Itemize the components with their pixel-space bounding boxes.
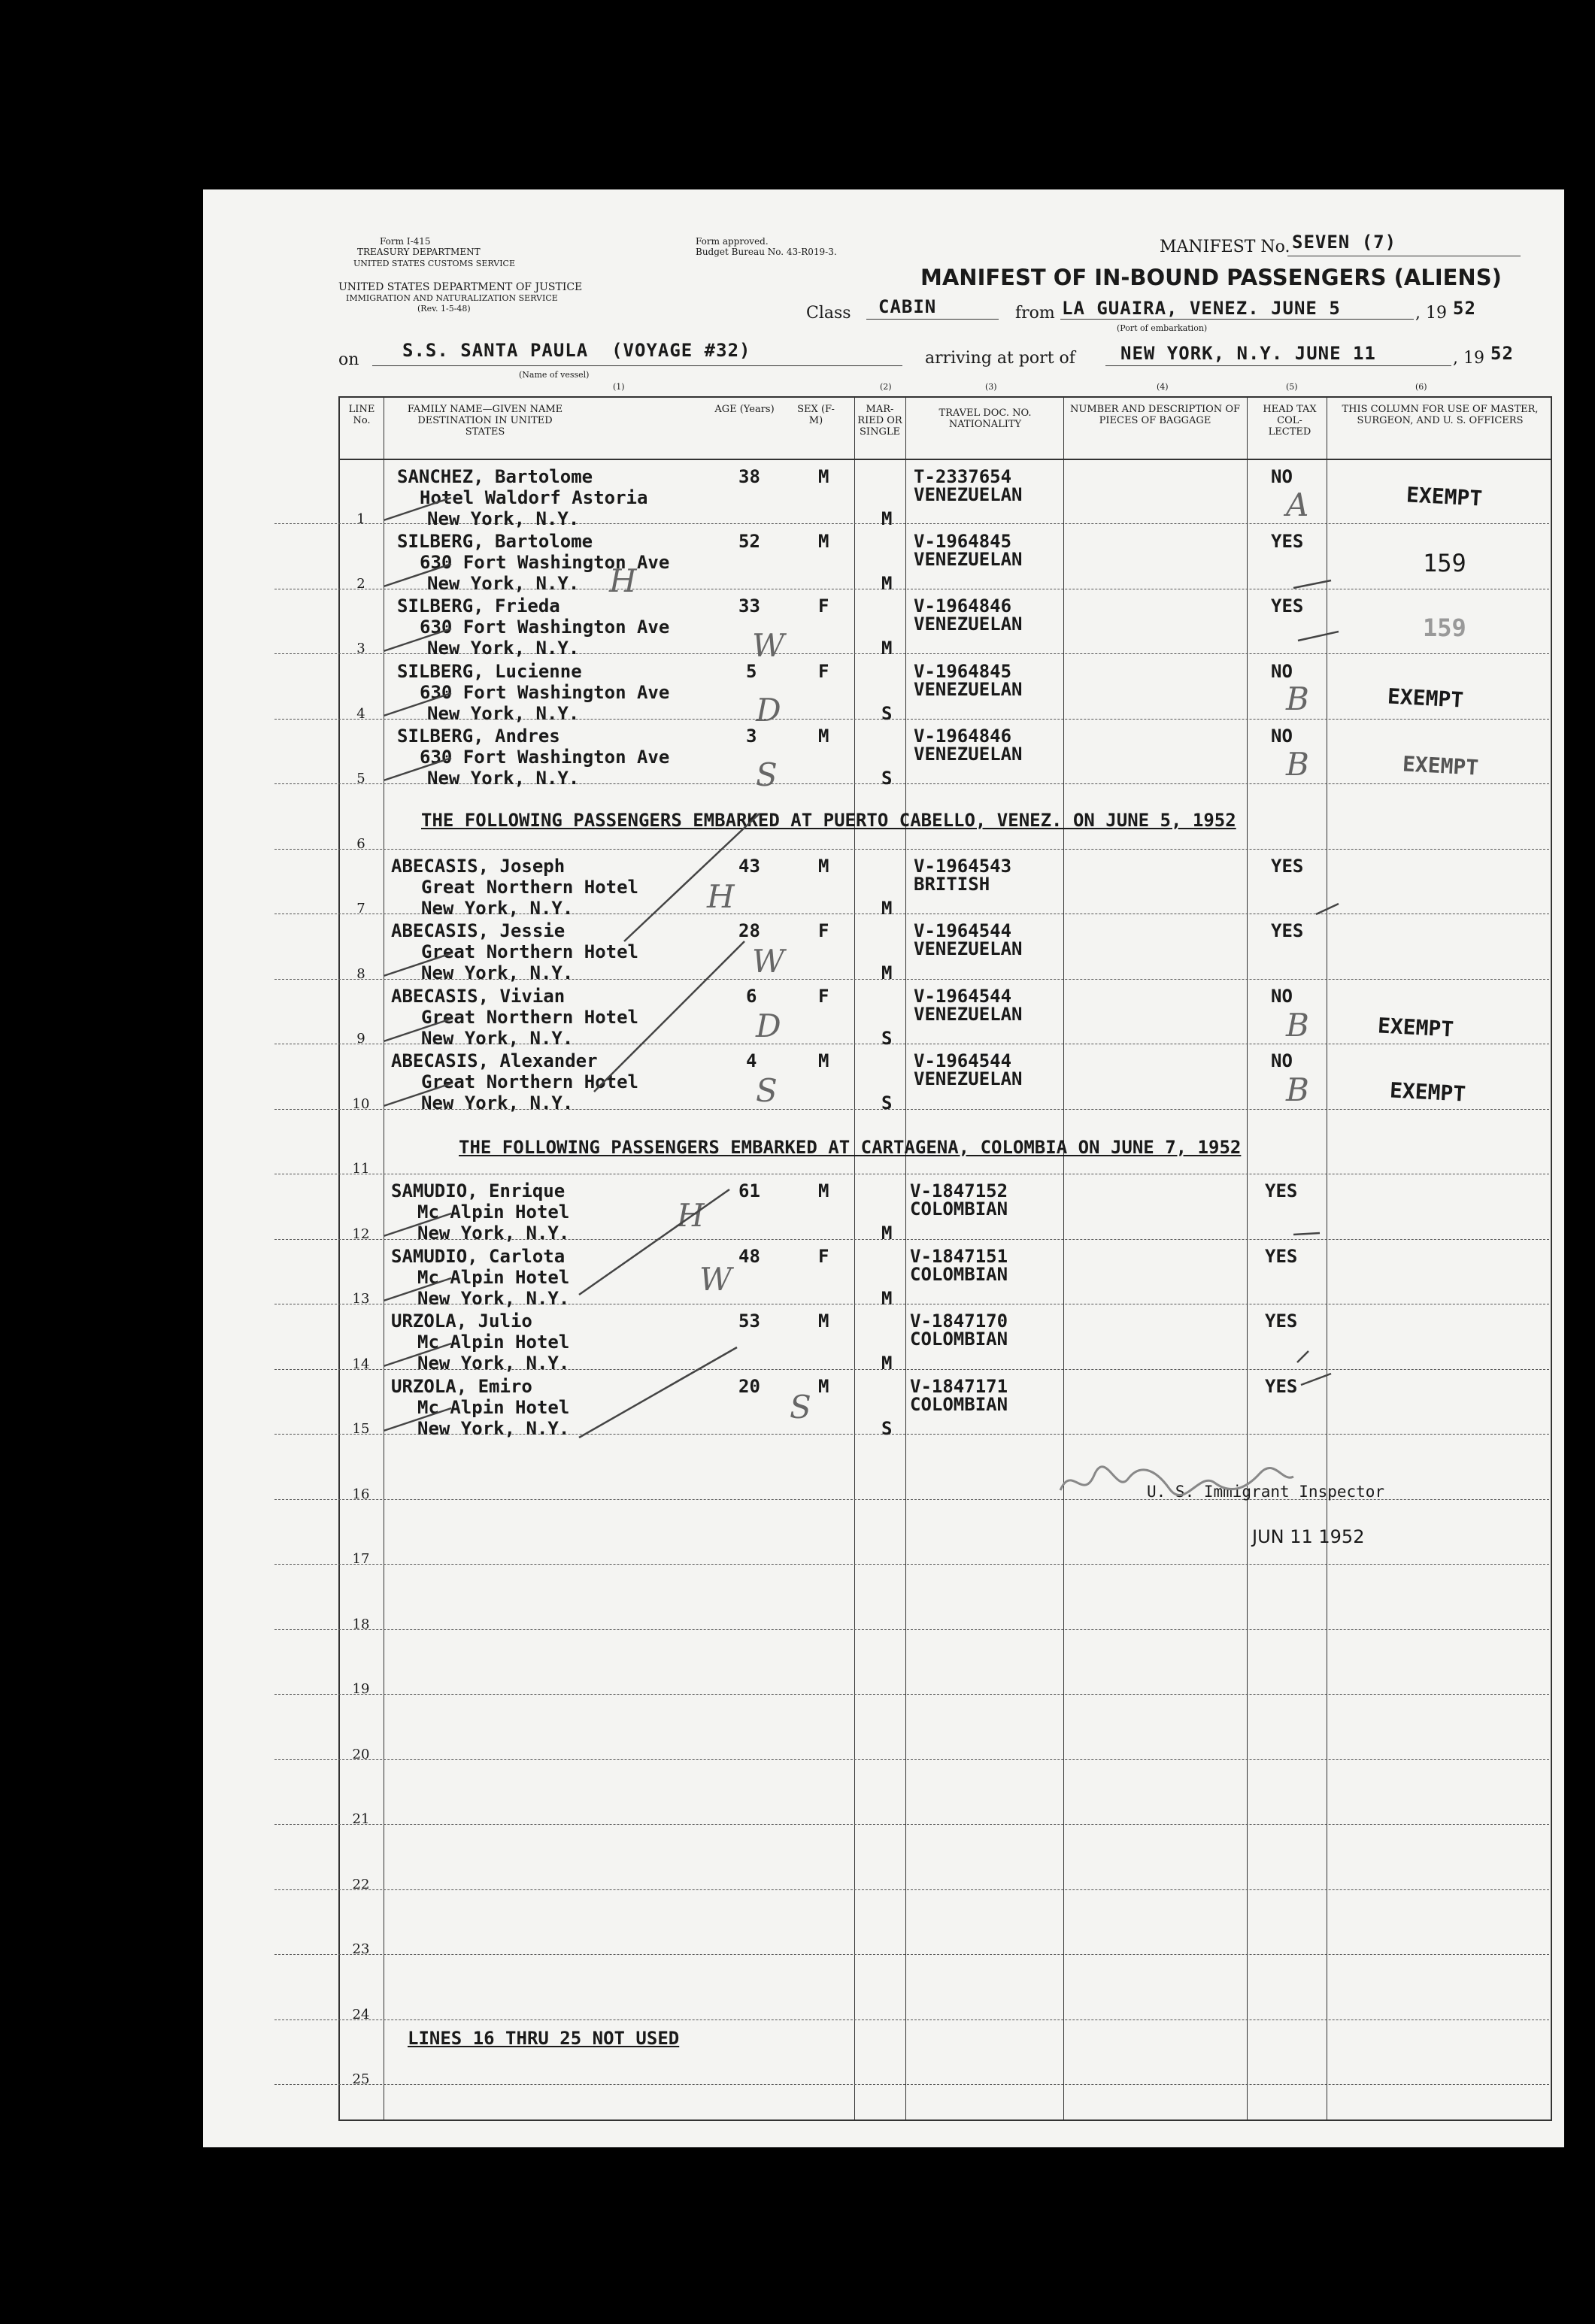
- manifest-label: MANIFEST No.: [1160, 238, 1290, 256]
- passenger-city: New York, N.Y.: [427, 703, 580, 724]
- passenger-nationality: COLOMBIAN: [910, 1394, 1008, 1415]
- passenger-doc: V-1964544: [914, 986, 1012, 1007]
- arrival-port-date: NEW YORK, N.Y. JUNE 11: [1120, 343, 1376, 364]
- passenger-address: 630 Fort Washington Ave: [420, 617, 670, 638]
- passenger-doc: T-2337654: [914, 466, 1012, 487]
- passenger-nationality: COLOMBIAN: [910, 1198, 1008, 1220]
- officer-stamp: EXEMPT: [1402, 751, 1479, 780]
- passenger-city: New York, N.Y.: [417, 1223, 570, 1244]
- passenger-city: New York, N.Y.: [421, 898, 574, 919]
- line-number: 9: [356, 1031, 365, 1047]
- passenger-address: Great Northern Hotel: [421, 877, 638, 898]
- passenger-sex: M: [818, 856, 829, 877]
- inspector-title: U. S. Immigrant Inspector: [1147, 1483, 1385, 1501]
- passenger-city: New York, N.Y.: [421, 1028, 574, 1049]
- manifest-number: SEVEN (7): [1292, 232, 1397, 253]
- passenger-sex: F: [818, 1246, 829, 1267]
- passenger-sex: M: [818, 466, 829, 487]
- passenger-address: 630 Fort Washington Ave: [420, 747, 670, 768]
- line-number: 2: [356, 576, 365, 592]
- line-number: 25: [352, 2071, 370, 2087]
- passenger-name: SILBERG, Andres: [397, 726, 560, 747]
- line-number: 22: [352, 1877, 370, 1892]
- passenger-marital: S: [881, 1418, 893, 1439]
- passenger-city: New York, N.Y.: [427, 508, 580, 529]
- passenger-doc: V-1964544: [914, 1050, 1012, 1071]
- passenger-age: 38: [738, 466, 760, 487]
- head-tax: NO: [1271, 661, 1293, 682]
- passenger-name: SILBERG, Bartolome: [397, 531, 593, 552]
- line-number: 7: [356, 901, 365, 917]
- from-year: 52: [1453, 298, 1476, 319]
- ins-title: IMMIGRATION AND NATURALIZATION SERVICE: [346, 293, 558, 303]
- line-number: 21: [352, 1811, 370, 1827]
- head-tax: YES: [1271, 856, 1304, 877]
- col-num-3: (3): [985, 382, 997, 392]
- head-tax: YES: [1271, 595, 1304, 617]
- passenger-address: Mc Alpin Hotel: [417, 1397, 570, 1418]
- line-number: 19: [352, 1681, 370, 1697]
- arriving-label: arriving at port of: [925, 349, 1075, 368]
- passenger-age: 5: [746, 661, 757, 682]
- handwritten-mark: S: [756, 756, 778, 793]
- passenger-marital: S: [881, 1028, 893, 1049]
- head-tax: NO: [1271, 466, 1293, 487]
- passenger-sex: F: [818, 986, 829, 1007]
- passenger-doc: V-1847152: [910, 1180, 1008, 1201]
- passenger-marital: S: [881, 768, 893, 789]
- officer-number: 159: [1423, 549, 1466, 577]
- handwritten-mark: D: [756, 692, 781, 729]
- line-number: 3: [356, 641, 365, 656]
- line-number: 1: [356, 511, 365, 527]
- passenger-name: SANCHEZ, Bartolome: [397, 466, 593, 487]
- head-tax: NO: [1271, 726, 1293, 747]
- handwritten-mark: H: [707, 878, 735, 915]
- passenger-marital: M: [881, 638, 893, 659]
- passenger-nationality: VENEZUELAN: [914, 1004, 1023, 1025]
- handwritten-mark: H: [677, 1197, 705, 1234]
- col-num-5: (5): [1286, 382, 1298, 392]
- passenger-city: New York, N.Y.: [421, 962, 574, 983]
- passenger-sex: F: [818, 661, 829, 682]
- passenger-doc: V-1964846: [914, 726, 1012, 747]
- passenger-marital: S: [881, 703, 893, 724]
- passenger-address: 630 Fort Washington Ave: [420, 682, 670, 703]
- header-name-destination: FAMILY NAME—GIVEN NAME DESTINATION IN UNITED STATES: [407, 404, 563, 438]
- passenger-marital: M: [881, 1353, 893, 1374]
- passenger-address: Mc Alpin Hotel: [417, 1332, 570, 1353]
- line-number: 4: [356, 706, 365, 722]
- doj-title: UNITED STATES DEPARTMENT OF JUSTICE: [338, 281, 583, 293]
- passenger-marital: M: [881, 573, 893, 594]
- line-number: 23: [352, 1941, 370, 1957]
- passenger-sex: F: [818, 595, 829, 617]
- from-year-prefix: , 19: [1415, 304, 1447, 323]
- passenger-city: New York, N.Y.: [421, 1092, 574, 1114]
- head-tax: YES: [1265, 1180, 1298, 1201]
- passenger-nationality: VENEZUELAN: [914, 938, 1023, 959]
- col-num-6: (6): [1415, 382, 1427, 392]
- passenger-name: SILBERG, Frieda: [397, 595, 560, 617]
- passenger-age: 61: [738, 1180, 760, 1201]
- passenger-nationality: COLOMBIAN: [910, 1329, 1008, 1350]
- on-label: on: [338, 350, 359, 369]
- vessel-caption: (Name of vessel): [519, 370, 590, 380]
- passenger-doc: V-1964544: [914, 920, 1012, 941]
- line-number: 15: [352, 1421, 370, 1437]
- embarkation-note: THE FOLLOWING PASSENGERS EMBARKED AT CARTAGENA, COLOMBIA ON JUNE 7, 1952: [459, 1137, 1242, 1158]
- tax-mark: B: [1286, 1071, 1309, 1108]
- head-tax: YES: [1265, 1376, 1298, 1397]
- passenger-address: Hotel Waldorf Astoria: [420, 487, 648, 508]
- passenger-doc: V-1847170: [910, 1310, 1008, 1332]
- class-label: Class: [806, 304, 851, 323]
- passenger-nationality: VENEZUELAN: [914, 744, 1023, 765]
- passenger-age: 52: [738, 531, 760, 552]
- passenger-sex: M: [818, 1180, 829, 1201]
- pencil-check-strokes: [203, 189, 1564, 2147]
- passenger-sex: M: [818, 1050, 829, 1071]
- line-number: 5: [356, 771, 365, 786]
- tax-mark: A: [1286, 486, 1309, 523]
- passenger-doc: V-1964846: [914, 595, 1012, 617]
- col-num-1: (1): [613, 382, 625, 392]
- passenger-address: Great Northern Hotel: [421, 941, 638, 962]
- officer-stamp: EXEMPT: [1387, 683, 1464, 713]
- passenger-sex: M: [818, 726, 829, 747]
- passenger-address: Mc Alpin Hotel: [417, 1201, 570, 1223]
- form-number: Form I-415: [380, 236, 431, 247]
- col-num-2: (2): [880, 382, 892, 392]
- officer-stamp: EXEMPT: [1389, 1077, 1466, 1107]
- passenger-age: 6: [746, 986, 757, 1007]
- passenger-name: ABECASIS, Alexander: [391, 1050, 598, 1071]
- handwritten-mark: S: [756, 1072, 778, 1109]
- line-number: 10: [352, 1096, 370, 1112]
- tax-mark: B: [1286, 746, 1309, 783]
- line-number: 24: [352, 2007, 370, 2023]
- passenger-city: New York, N.Y.: [417, 1353, 570, 1374]
- head-tax: YES: [1265, 1310, 1298, 1332]
- passenger-marital: M: [881, 1223, 893, 1244]
- passenger-doc: V-1964845: [914, 661, 1012, 682]
- passenger-nationality: COLOMBIAN: [910, 1264, 1008, 1285]
- unused-lines-note: LINES 16 THRU 25 NOT USED: [408, 2028, 680, 2049]
- passenger-nationality: VENEZUELAN: [914, 614, 1023, 635]
- passenger-nationality: VENEZUELAN: [914, 1068, 1023, 1089]
- head-tax: NO: [1271, 1050, 1293, 1071]
- handwritten-mark: D: [756, 1007, 781, 1044]
- header-sex: SEX (F-M): [797, 404, 835, 426]
- tax-mark: B: [1286, 680, 1309, 717]
- passenger-marital: M: [881, 508, 893, 529]
- passenger-age: 4: [746, 1050, 757, 1071]
- passenger-address: Mc Alpin Hotel: [417, 1267, 570, 1288]
- budget-bureau: Budget Bureau No. 43-R019-3.: [696, 247, 837, 257]
- class-value: CABIN: [878, 296, 937, 317]
- passenger-city: New York, N.Y.: [417, 1288, 570, 1309]
- treasury-dept: TREASURY DEPARTMENT: [357, 247, 481, 257]
- line-number: 13: [352, 1291, 370, 1307]
- passenger-city: New York, N.Y.: [427, 638, 580, 659]
- port-embarkation-caption: (Port of embarkation): [1117, 323, 1208, 333]
- passenger-doc: V-1847171: [910, 1376, 1008, 1397]
- handwritten-mark: W: [752, 943, 785, 980]
- inspection-date: JUN 11 1952: [1252, 1526, 1365, 1547]
- header-travel-doc: TRAVEL DOC. NO. NATIONALITY: [939, 408, 1032, 430]
- passenger-sex: F: [818, 920, 829, 941]
- passenger-doc: V-1964845: [914, 531, 1012, 552]
- passenger-age: 3: [746, 726, 757, 747]
- handwritten-mark: S: [790, 1389, 811, 1426]
- handwritten-mark: W: [699, 1261, 732, 1298]
- header-officers: THIS COLUMN FOR USE OF MASTER, SURGEON, AND U. S. OFFICERS: [1342, 404, 1539, 426]
- col-num-4: (4): [1157, 382, 1169, 392]
- header-baggage: NUMBER AND DESCRIPTION OF PIECES OF BAGGAGE: [1069, 404, 1240, 426]
- passenger-age: 53: [738, 1310, 760, 1332]
- header-head-tax: HEAD TAX COL-LECTED: [1263, 404, 1317, 438]
- header-married: MAR-RIED OR SINGLE: [857, 404, 902, 438]
- passenger-name: URZOLA, Julio: [391, 1310, 532, 1332]
- head-tax: YES: [1265, 1246, 1298, 1267]
- line-number: 8: [356, 966, 365, 982]
- header-line-no: LINE No.: [348, 404, 375, 426]
- passenger-nationality: VENEZUELAN: [914, 679, 1023, 700]
- passenger-marital: M: [881, 1288, 893, 1309]
- arrival-year-prefix: , 19: [1453, 349, 1484, 368]
- line-number: 17: [352, 1551, 370, 1567]
- passenger-city: New York, N.Y.: [417, 1418, 570, 1439]
- passenger-city: New York, N.Y.: [427, 573, 580, 594]
- passenger-address: 630 Fort Washington Ave: [420, 552, 670, 573]
- passenger-name: ABECASIS, Vivian: [391, 986, 566, 1007]
- passenger-name: ABECASIS, Jessie: [391, 920, 566, 941]
- form-approved: Form approved.: [696, 236, 769, 247]
- passenger-marital: M: [881, 962, 893, 983]
- passenger-age: 28: [738, 920, 760, 941]
- head-tax: YES: [1271, 531, 1304, 552]
- vessel-name: S.S. SANTA PAULA (VOYAGE #32): [402, 340, 751, 361]
- line-number: 18: [352, 1616, 370, 1632]
- passenger-name: ABECASIS, Joseph: [391, 856, 566, 877]
- officer-number: 159: [1423, 614, 1466, 642]
- head-tax: NO: [1271, 986, 1293, 1007]
- passenger-nationality: BRITISH: [914, 874, 990, 895]
- tax-mark: B: [1286, 1007, 1309, 1044]
- customs-service: UNITED STATES CUSTOMS SERVICE: [353, 259, 515, 268]
- passenger-address: Great Northern Hotel: [421, 1007, 638, 1028]
- passenger-name: URZOLA, Emiro: [391, 1376, 532, 1397]
- passenger-sex: M: [818, 1310, 829, 1332]
- from-label: from: [1015, 304, 1055, 323]
- head-tax: YES: [1271, 920, 1304, 941]
- line-number: 16: [352, 1486, 370, 1502]
- header-age: AGE (Years): [714, 404, 775, 415]
- passenger-name: SAMUDIO, Carlota: [391, 1246, 566, 1267]
- passenger-age: 48: [738, 1246, 760, 1267]
- line-number: 12: [352, 1226, 370, 1242]
- passenger-sex: M: [818, 531, 829, 552]
- arrival-year: 52: [1490, 343, 1514, 364]
- passenger-nationality: VENEZUELAN: [914, 549, 1023, 570]
- manifest-title: MANIFEST OF IN-BOUND PASSENGERS (ALIENS): [920, 265, 1502, 290]
- passenger-age: 20: [738, 1376, 760, 1397]
- passenger-marital: S: [881, 1092, 893, 1114]
- line-number: 14: [352, 1356, 370, 1372]
- passenger-name: SILBERG, Lucienne: [397, 661, 582, 682]
- revision-date: (Rev. 1-5-48): [417, 304, 471, 314]
- manifest-page: [203, 189, 1564, 2147]
- officer-stamp: EXEMPT: [1405, 482, 1483, 511]
- handwritten-mark: W: [752, 627, 785, 664]
- officer-stamp: EXEMPT: [1377, 1013, 1454, 1042]
- embarkation-note: THE FOLLOWING PASSENGERS EMBARKED AT PUERTO CABELLO, VENEZ. ON JUNE 5, 1952: [421, 810, 1236, 831]
- port-of-embarkation: LA GUAIRA, VENEZ. JUNE 5: [1062, 298, 1341, 319]
- passenger-age: 43: [738, 856, 760, 877]
- passenger-city: New York, N.Y.: [427, 768, 580, 789]
- passenger-age: 33: [738, 595, 760, 617]
- passenger-address: Great Northern Hotel: [421, 1071, 638, 1092]
- passenger-doc: V-1964543: [914, 856, 1012, 877]
- passenger-nationality: VENEZUELAN: [914, 484, 1023, 505]
- passenger-sex: M: [818, 1376, 829, 1397]
- passenger-name: SAMUDIO, Enrique: [391, 1180, 566, 1201]
- line-number: 11: [352, 1161, 370, 1177]
- line-number: 6: [356, 836, 365, 852]
- passenger-marital: M: [881, 898, 893, 919]
- line-number: 20: [352, 1747, 370, 1762]
- handwritten-mark: H: [609, 562, 637, 599]
- passenger-doc: V-1847151: [910, 1246, 1008, 1267]
